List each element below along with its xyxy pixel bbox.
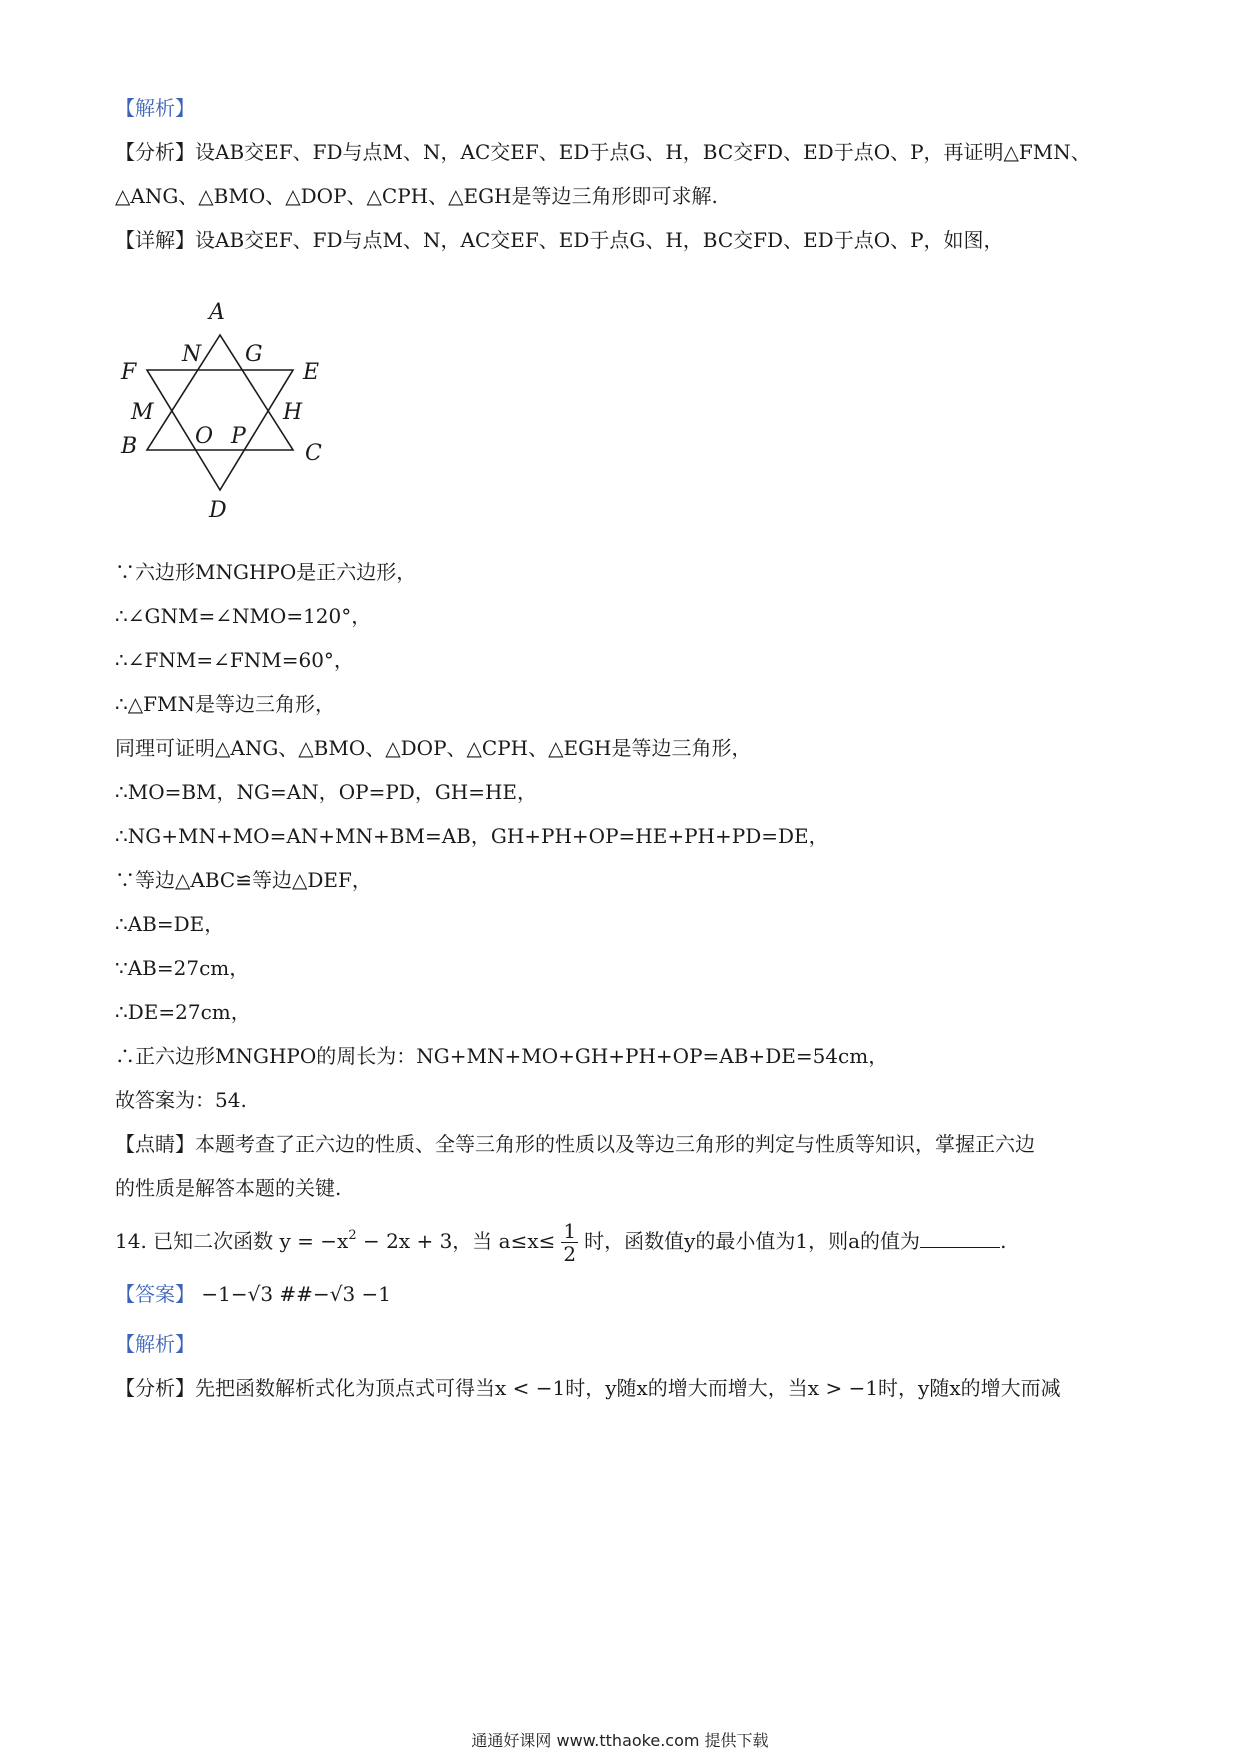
proof-line: ∵等边△ABC≌等边△DEF，: [115, 868, 372, 892]
answer-value: −1−√3 ##−√3 −1: [201, 1282, 392, 1306]
fraction-one-half: $\frac{1}{2}$: [563, 1219, 577, 1266]
jiexi-heading-1: 【解析】: [115, 96, 195, 120]
label-e: E: [303, 360, 320, 385]
question-14: 14. 已知二次函数 $y = -x^2 - 2x + 3$，当 a≤x≤ $\frac{1}{2}$ 时，函数值y的最小值为1，则a的值为 .: [115, 1219, 1007, 1266]
triangle-def: [147, 370, 293, 490]
fenxi-tag-2: 【分析】: [115, 1376, 195, 1400]
proof-line: ∴MO=BM，NG=AN，OP=PD，GH=HE，: [115, 780, 538, 804]
fenxi-line-2: △ANG、△BMO、△DOP、△CPH、△EGH是等边三角形即可求解.: [115, 184, 718, 208]
label-d: D: [209, 498, 227, 523]
fenxi-line-2-1: 【分析】先把函数解析式化为顶点式可得当x < −1时，y随x的增大而增大，当x > −1时，y随x的增大而减: [115, 1376, 1061, 1400]
label-a: A: [209, 300, 225, 325]
hexagram-diagram: [121, 300, 385, 585]
proof-line: ∴AB=DE，: [115, 912, 225, 936]
proof-line: ∴DE=27cm，: [115, 1000, 251, 1024]
triangle-abc: [147, 335, 293, 450]
fenxi-tag: 【分析】: [115, 140, 195, 164]
answer-tag: 【答案】: [115, 1282, 195, 1306]
label-b: B: [121, 434, 138, 459]
proof-line: 同理可证明△ANG、△BMO、△DOP、△CPH、△EGH是等边三角形，: [115, 736, 752, 760]
proof-line: ∴△FMN是等边三角形，: [115, 692, 335, 716]
label-f: F: [121, 360, 137, 385]
proof-line: ∴∠GNM=∠NMO=120°，: [115, 604, 372, 628]
label-c: C: [305, 441, 322, 466]
proof-line: 故答案为：54.: [115, 1088, 247, 1112]
proof-line: ∴NG+MN+MO=AN+MN+BM=AB，GH+PH+OP=HE+PH+PD=DE，: [115, 824, 829, 848]
label-g: G: [245, 342, 263, 367]
proof-line: ∴∠FNM=∠FNM=60°，: [115, 648, 354, 672]
label-o: O: [195, 424, 214, 449]
proof-line: ∵AB=27cm，: [115, 956, 250, 980]
dianjing-line-2: 的性质是解答本题的关键.: [115, 1176, 342, 1200]
proof-line: ∴正六边形MNGHPO的周长为：NG+MN+MO+GH+PH+OP=AB+DE=54cm，: [115, 1044, 889, 1068]
label-m: M: [131, 400, 154, 425]
dianjing-line-1: 【点睛】本题考查了正六边的性质、全等三角形的性质以及等边三角形的判定与性质等知识，掌握正六边: [115, 1132, 1035, 1156]
label-p: P: [231, 424, 246, 449]
hexagram-svg: [121, 300, 385, 585]
proof-line: ∵六边形MNGHPO是正六边形，: [115, 560, 417, 584]
label-n: N: [182, 342, 202, 367]
page-footer: 通通好课网 www.tthaoke.com 提供下载: [471, 1731, 769, 1750]
xiangjie-tag: 【详解】: [115, 228, 195, 252]
label-h: H: [283, 400, 303, 425]
fenxi-line-1: 【分析】设AB交EF、FD与点M、N，AC交EF、ED于点G、H，BC交FD、ED于点O、P，再证明△FMN、: [115, 140, 1091, 164]
answer-blank: [920, 1229, 1000, 1248]
xiangjie-line-1: 【详解】设AB交EF、FD与点M、N，AC交EF、ED于点G、H，BC交FD、ED于点O、P，如图，: [115, 228, 1004, 252]
jiexi-heading-2: 【解析】: [115, 1332, 195, 1356]
dianjing-tag: 【点睛】: [115, 1132, 195, 1156]
answer-line: [115, 1280, 1135, 1308]
